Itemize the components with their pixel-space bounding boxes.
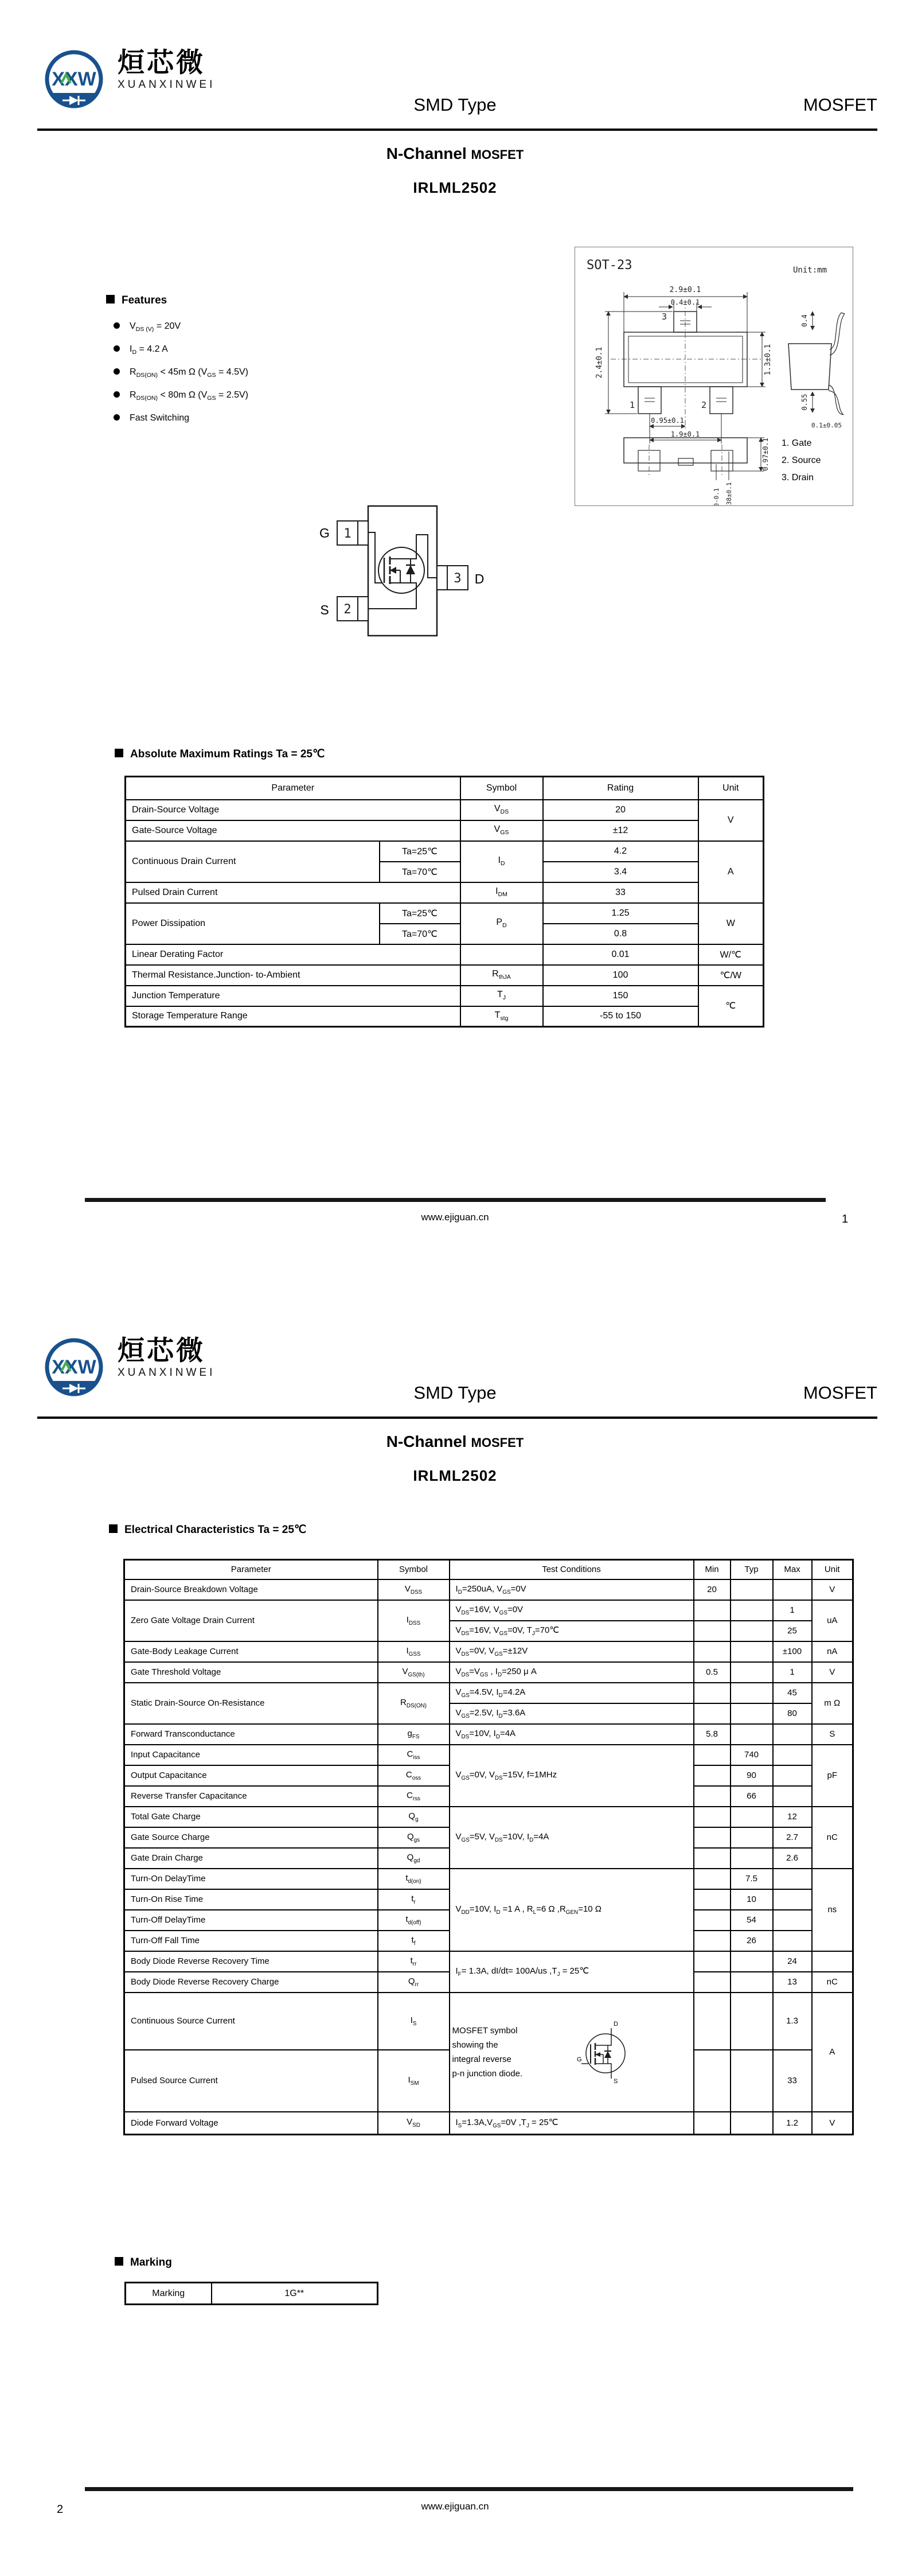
max-cell: 1.3 <box>773 1993 812 2050</box>
unit-cell: S <box>812 1724 853 1745</box>
header-rule <box>37 129 877 131</box>
marking-label-cell: Marking <box>126 2283 212 2305</box>
min-cell <box>694 1889 731 1910</box>
bullet-icon <box>114 391 120 398</box>
param-cell: Turn-On Rise Time <box>124 1889 378 1910</box>
feature-item: $R_{DS(ON)} < 80m$ Ω $(V_{GS} = 2.5V)$ <box>114 390 248 403</box>
symbol-cell: $I_{GSS}$ <box>378 1641 450 1662</box>
unit-cell: V <box>698 800 764 841</box>
max-cell: 2.7 <box>773 1827 812 1848</box>
typ-cell: 26 <box>731 1931 773 1951</box>
param-cell: Body Diode Reverse Recovery Time <box>124 1951 378 1972</box>
symbol-cell: $t_{rr}$ <box>378 1951 450 1972</box>
symbol-cell: $Q_g$ <box>378 1807 450 1827</box>
condition-cell: Ta=70℃ <box>380 862 460 882</box>
typ-cell <box>731 1683 773 1703</box>
electrical-heading: Electrical Characteristics Ta = 25℃ <box>109 1523 306 1536</box>
rating-cell: 33 <box>543 882 698 903</box>
table-row <box>126 800 764 820</box>
max-cell <box>773 1910 812 1931</box>
pinout-label-gate: G <box>319 526 330 540</box>
rating-cell: 0.01 <box>543 944 698 965</box>
table-row <box>124 1951 853 1972</box>
dim-label-standoff: 0-0.1 <box>713 488 720 505</box>
unit-cell: W <box>698 903 764 944</box>
condition-cell: $V_{GS}=5V$, $V_{DS}=10V$, $I_D=4A$ <box>450 1807 694 1869</box>
max-cell <box>773 1869 812 1889</box>
typ-cell <box>731 1827 773 1848</box>
brand-text <box>118 1335 215 1379</box>
param-cell: Gate Drain Charge <box>124 1848 378 1869</box>
rating-cell: 20 <box>543 800 698 820</box>
rating-cell: 4.2 <box>543 841 698 862</box>
dim-label-lead-thickness: 0.1±0.05 <box>811 422 842 429</box>
param-cell: Pulsed Drain Current <box>126 882 460 903</box>
table-row <box>126 944 764 965</box>
symbol-cell: $t_f$ <box>378 1931 450 1951</box>
param-cell: Gate-Source Voltage <box>126 820 460 841</box>
dim-label-body-width: 2.9±0.1 <box>669 286 701 294</box>
pin3-number: 3 <box>661 312 667 322</box>
min-cell <box>694 1765 731 1786</box>
typ-cell: 90 <box>731 1765 773 1786</box>
rating-cell: 1.25 <box>543 903 698 924</box>
min-cell <box>694 1745 731 1765</box>
typ-cell <box>731 1807 773 1827</box>
param-cell: Thermal Resistance.Junction- to-Ambient <box>126 965 460 986</box>
col-header: Unit <box>812 1560 853 1579</box>
pin1-number: 1 <box>629 400 635 410</box>
page-2 <box>0 1288 910 2576</box>
symbol-cell: $Q_{gs}$ <box>378 1827 450 1848</box>
min-cell <box>694 2112 731 2135</box>
max-cell: 13 <box>773 1972 812 1993</box>
table-row <box>124 1683 853 1703</box>
table-row <box>124 1869 853 1889</box>
col-header: Unit <box>698 777 764 800</box>
table-row <box>126 903 764 924</box>
max-cell <box>773 1579 812 1600</box>
bullet-icon <box>114 322 120 329</box>
unit-cell: A <box>698 841 764 903</box>
symbol-cell: $Q_{rr}$ <box>378 1972 450 1993</box>
section-marker-icon <box>115 749 123 757</box>
condition-cell: $I_D=250uA$, $V_{GS}=0V$ <box>450 1579 694 1600</box>
symbol-cell <box>460 944 543 965</box>
table-row <box>126 882 764 903</box>
doc-title-suffix: MOSFET <box>471 147 524 162</box>
condition-cell: $I_S=1.3A,V_{GS}=0V$ $,T_J$ = 25℃ <box>450 2112 694 2135</box>
table-row <box>124 1579 853 1600</box>
max-cell: 1 <box>773 1600 812 1621</box>
param-cell: Continuous Drain Current <box>126 841 380 882</box>
max-cell <box>773 1745 812 1765</box>
part-number: IRLML2502 <box>413 1467 497 1484</box>
max-cell <box>773 1889 812 1910</box>
package-name-label: SOT-23 <box>587 258 632 273</box>
symbol-cell: $t_{d(off)}$ <box>378 1910 450 1931</box>
rating-cell: 150 <box>543 986 698 1006</box>
condition-cell: $V_{DD}=10V$, $I_D =1$ A , $R_L=6$ Ω $,R_{GEN}=10$ Ω <box>450 1869 694 1951</box>
electrical-characteristics-table <box>123 1559 854 2135</box>
col-header: Rating <box>543 777 698 800</box>
table-header-row <box>126 777 764 800</box>
footer-website: www.ejiguan.cn <box>421 1212 489 1223</box>
typ-cell <box>731 1993 773 2050</box>
table-row <box>126 1006 764 1027</box>
param-cell: Total Gate Charge <box>124 1807 378 1827</box>
sot23-outline-drawing <box>575 247 853 505</box>
pin-legend-gate: 1. Gate <box>782 438 812 448</box>
feature-item: $I_D = 4.2$ A <box>114 344 248 357</box>
rating-cell: 3.4 <box>543 862 698 882</box>
symbol-cell: $I_{DSS}$ <box>378 1600 450 1641</box>
header-rule <box>37 1417 877 1419</box>
col-header: Test Conditions <box>450 1560 694 1579</box>
table-row <box>124 2112 853 2135</box>
param-cell: Continuous Source Current <box>124 1993 378 2050</box>
max-cell: 2.6 <box>773 1848 812 1869</box>
symbol-cell: $g_{FS}$ <box>378 1724 450 1745</box>
unit-cell: A <box>812 1993 853 2112</box>
param-cell: Static Drain-Source On-Resistance <box>124 1683 378 1724</box>
section-marker-icon <box>106 295 115 303</box>
typ-cell: 10 <box>731 1889 773 1910</box>
symbol-cell: $T_{stg}$ <box>460 1006 543 1027</box>
table-row <box>126 2283 378 2305</box>
typ-cell <box>731 2050 773 2112</box>
symbol-cell: $V_{SD}$ <box>378 2112 450 2135</box>
symbol-cell: $V_{GS(th)}$ <box>378 1662 450 1683</box>
rating-cell: -55 to 150 <box>543 1006 698 1027</box>
rating-cell: 100 <box>543 965 698 986</box>
header-category-label: MOSFET <box>803 1383 877 1403</box>
condition-cell: $V_{DS}=16V$, $V_{GS}=0V$, $T_J=70℃$ <box>450 1621 694 1641</box>
condition-cell: $V_{DS}=16V$, $V_{GS}=0V$ <box>450 1600 694 1621</box>
min-cell <box>694 1600 731 1621</box>
dim-label-lead-bottom: 0.55 <box>800 394 809 411</box>
table-row <box>124 1745 853 1765</box>
min-cell <box>694 1786 731 1807</box>
marking-value-cell: 1G** <box>212 2283 378 2305</box>
max-cell <box>773 1724 812 1745</box>
table-row <box>124 1724 853 1745</box>
param-cell: Drain-Source Voltage <box>126 800 460 820</box>
unit-cell: m Ω <box>812 1683 853 1724</box>
brand-name-en: XUANXINWEI <box>118 1367 216 1379</box>
symbol-cell: $V_{GS}$ <box>460 820 543 841</box>
max-cell: 80 <box>773 1703 812 1724</box>
condition-cell: $V_{GS}=4.5V$, $I_D=4.2A$ <box>450 1683 694 1703</box>
min-cell <box>694 1683 731 1703</box>
unit-cell: nC <box>812 1807 853 1869</box>
header-type-label: SMD Type <box>413 1383 497 1403</box>
table-row <box>124 1600 853 1621</box>
mini-gate-label: G <box>576 2056 582 2063</box>
symbol-cell: $C_{oss}$ <box>378 1765 450 1786</box>
logo-monogram: XXW <box>52 68 96 90</box>
table-row <box>126 820 764 841</box>
col-header: Min <box>694 1560 731 1579</box>
table-row <box>124 1641 853 1662</box>
dim-label-body-height: 1.3±0.1 <box>764 344 772 376</box>
condition-cell: Ta=70℃ <box>380 924 460 944</box>
unit-label: Unit:mm <box>793 266 827 275</box>
min-cell <box>694 1910 731 1931</box>
typ-cell <box>731 1579 773 1600</box>
typ-cell <box>731 1951 773 1972</box>
max-cell: 45 <box>773 1683 812 1703</box>
table-row <box>124 1993 853 2050</box>
symbol-cell: $I_{DM}$ <box>460 882 543 903</box>
min-cell <box>694 1807 731 1827</box>
min-cell <box>694 1848 731 1869</box>
mosfet-note-text: MOSFET symbol showing the integral reverse p-n junction diode. <box>452 2025 523 2079</box>
min-cell: 5.8 <box>694 1724 731 1745</box>
max-cell: 33 <box>773 2050 812 2112</box>
table-row <box>124 1662 853 1683</box>
bullet-icon <box>114 368 120 375</box>
doc-title <box>0 145 910 163</box>
symbol-cell: $V_{DSS}$ <box>378 1579 450 1600</box>
min-cell: 0.5 <box>694 1662 731 1683</box>
symbol-cell: $C_{iss}$ <box>378 1745 450 1765</box>
param-cell: Turn-Off Fall Time <box>124 1931 378 1951</box>
col-header: Parameter <box>124 1560 378 1579</box>
param-cell: Reverse Transfer Capacitance <box>124 1786 378 1807</box>
bullet-icon <box>114 345 120 352</box>
symbol-cell: $R_{thJA}$ <box>460 965 543 986</box>
param-cell: Gate-Body Leakage Current <box>124 1641 378 1662</box>
abs-max-heading: Absolute Maximum Ratings Ta = 25℃ <box>115 748 325 761</box>
part-number: IRLML2502 <box>413 179 497 196</box>
unit-cell: uA <box>812 1600 853 1641</box>
max-cell: 12 <box>773 1807 812 1827</box>
max-cell: ±100 <box>773 1641 812 1662</box>
brand-name-en: XUANXINWEI <box>118 79 216 91</box>
condition-cell: $V_{GS}=0V$, $V_{DS}=15V$, f=1MHz <box>450 1745 694 1807</box>
condition-cell: $I_F= 1.3A$, dI/dt= 100A/us $,T_J$ = 25℃ <box>450 1951 694 1993</box>
param-cell: Junction Temperature <box>126 986 460 1006</box>
table-row <box>126 965 764 986</box>
package-drawing-panel <box>575 247 853 506</box>
header-type-label: SMD Type <box>413 95 497 115</box>
doc-title-suffix: MOSFET <box>471 1435 524 1450</box>
param-cell: Pulsed Source Current <box>124 2050 378 2112</box>
condition-cell <box>450 1993 694 2112</box>
doc-title <box>0 1433 910 1451</box>
brand-name-cn: 烜芯微 <box>118 47 205 77</box>
brand-name-cn: 烜芯微 <box>118 1335 205 1365</box>
symbol-cell: $t_{d(on)}$ <box>378 1869 450 1889</box>
param-cell: Drain-Source Breakdown Voltage <box>124 1579 378 1600</box>
min-cell <box>694 1869 731 1889</box>
min-cell <box>694 1972 731 1993</box>
feature-item: $V_{DS (V)} = 20V$ <box>114 321 248 334</box>
pin2-number: 2 <box>701 400 706 410</box>
param-cell: Power Dissipation <box>126 903 380 944</box>
min-cell <box>694 2050 731 2112</box>
symbol-cell: $I_{SM}$ <box>378 2050 450 2112</box>
param-cell: Linear Derating Factor <box>126 944 460 965</box>
min-cell <box>694 1641 731 1662</box>
dim-label-pitch: 1.9±0.1 <box>670 430 700 438</box>
marking-heading: Marking <box>115 2256 172 2269</box>
dim-label-pitch-half: 0.95±0.1 <box>651 417 684 425</box>
symbol-cell: $R_{DS(ON)}$ <box>378 1683 450 1724</box>
pinout-number-2: 2 <box>343 602 351 617</box>
param-cell: Storage Temperature Range <box>126 1006 460 1027</box>
section-marker-icon <box>109 1524 118 1533</box>
col-header: Symbol <box>460 777 543 800</box>
typ-cell <box>731 1703 773 1724</box>
condition-cell: Ta=25℃ <box>380 841 460 862</box>
logo-monogram: XXW <box>52 1356 96 1378</box>
feature-item: $R_{DS(ON)} < 45m$ Ω $(V_{GS} = 4.5V)$ <box>114 367 248 380</box>
symbol-cell: $P_D$ <box>460 903 543 944</box>
symbol-cell: $t_r$ <box>378 1889 450 1910</box>
doc-title-main: N-Channel <box>386 145 467 162</box>
unit-cell: V <box>812 1579 853 1600</box>
col-header: Typ <box>731 1560 773 1579</box>
unit-cell: ℃ <box>698 986 764 1027</box>
footer-rule <box>85 2487 853 2491</box>
typ-cell: 54 <box>731 1910 773 1931</box>
pinout-number-3: 3 <box>454 571 462 586</box>
symbol-cell: $I_S$ <box>378 1993 450 2050</box>
dim-label-lead-width: 0.4±0.1 <box>670 298 700 306</box>
typ-cell: 740 <box>731 1745 773 1765</box>
section-marker-icon <box>115 2257 123 2266</box>
unit-cell: W/℃ <box>698 944 764 965</box>
param-cell: Input Capacitance <box>124 1745 378 1765</box>
pinout-number-1: 1 <box>343 527 351 541</box>
param-cell: Zero Gate Voltage Drain Current <box>124 1600 378 1641</box>
typ-cell <box>731 1600 773 1621</box>
dim-label-height: 2.4±0.1 <box>595 347 604 379</box>
pin-legend-source: 2. Source <box>782 456 821 465</box>
brand-text <box>118 47 215 91</box>
unit-cell: nC <box>812 1972 853 1993</box>
mini-source-label: S <box>613 2077 618 2085</box>
col-header: Parameter <box>126 777 460 800</box>
col-header: Symbol <box>378 1560 450 1579</box>
dim-label-foot-height: 0.38±0.1 <box>725 482 733 505</box>
feature-item: Fast Switching <box>114 413 248 426</box>
max-cell <box>773 1931 812 1951</box>
param-cell: Output Capacitance <box>124 1765 378 1786</box>
table-row <box>126 841 764 862</box>
condition-cell: $V_{DS}=V_{GS}$ , $I_D=250$ μ A <box>450 1662 694 1683</box>
col-header: Max <box>773 1560 812 1579</box>
pinout-diagram <box>315 497 487 652</box>
param-cell: Gate Threshold Voltage <box>124 1662 378 1683</box>
min-cell <box>694 1827 731 1848</box>
min-cell <box>694 1951 731 1972</box>
typ-cell <box>731 1621 773 1641</box>
pinout-label-drain: D <box>474 571 485 586</box>
condition-cell: $V_{GS}=2.5V$, $I_D=3.6A$ <box>450 1703 694 1724</box>
dim-label-front-height: 0.97±0.1 <box>761 438 770 471</box>
rating-cell: ±12 <box>543 820 698 841</box>
unit-cell: ns <box>812 1869 853 1951</box>
typ-cell: 66 <box>731 1786 773 1807</box>
typ-cell <box>731 1848 773 1869</box>
param-cell: Gate Source Charge <box>124 1827 378 1848</box>
page-number: 1 <box>842 1213 849 1225</box>
unit-cell <box>812 1951 853 1972</box>
pin-legend-drain: 3. Drain <box>782 473 814 482</box>
condition-cell: $V_{DS}=0V$, $V_{GS}=\pm 12V$ <box>450 1641 694 1662</box>
table-header-row <box>124 1560 853 1579</box>
min-cell <box>694 1931 731 1951</box>
footer-rule <box>85 1198 826 1202</box>
param-cell: Forward Transconductance <box>124 1724 378 1745</box>
features-list <box>114 321 248 436</box>
mini-drain-label: D <box>613 2020 618 2028</box>
page-number: 2 <box>57 2503 64 2516</box>
max-cell: 25 <box>773 1621 812 1641</box>
unit-cell: ℃/W <box>698 965 764 986</box>
max-cell: 1.2 <box>773 2112 812 2135</box>
min-cell <box>694 1703 731 1724</box>
symbol-cell: $Q_{gd}$ <box>378 1848 450 1869</box>
param-cell: Turn-Off DelayTime <box>124 1910 378 1931</box>
condition-cell: $V_{DS}=10V$, $I_D=4A$ <box>450 1724 694 1745</box>
param-cell: Diode Forward Voltage <box>124 2112 378 2135</box>
mosfet-symbol-small <box>576 2018 636 2087</box>
param-cell: Turn-On DelayTime <box>124 1869 378 1889</box>
header-category-label: MOSFET <box>803 95 877 115</box>
condition-cell: Ta=25℃ <box>380 903 460 924</box>
symbol-cell: $V_{DS}$ <box>460 800 543 820</box>
param-cell: Body Diode Reverse Recovery Charge <box>124 1972 378 1993</box>
dim-label-lead-top: 0.4 <box>800 314 809 327</box>
symbol-cell: $T_J$ <box>460 986 543 1006</box>
features-heading: Features <box>106 294 167 307</box>
min-cell <box>694 1993 731 2050</box>
absolute-maximum-ratings-table <box>124 776 764 1028</box>
table-row <box>126 986 764 1006</box>
doc-title-main: N-Channel <box>386 1433 467 1450</box>
symbol-cell: $C_{rss}$ <box>378 1786 450 1807</box>
typ-cell <box>731 1662 773 1683</box>
typ-cell: 7.5 <box>731 1869 773 1889</box>
max-cell: 1 <box>773 1662 812 1683</box>
max-cell: 24 <box>773 1951 812 1972</box>
unit-cell: nA <box>812 1641 853 1662</box>
typ-cell <box>731 1724 773 1745</box>
unit-cell: V <box>812 2112 853 2135</box>
max-cell <box>773 1786 812 1807</box>
rating-cell: 0.8 <box>543 924 698 944</box>
unit-cell: V <box>812 1662 853 1683</box>
typ-cell <box>731 1972 773 1993</box>
min-cell: 20 <box>694 1579 731 1600</box>
marking-table <box>124 2282 378 2305</box>
unit-cell: pF <box>812 1745 853 1807</box>
table-row <box>124 1807 853 1827</box>
min-cell <box>694 1621 731 1641</box>
max-cell <box>773 1765 812 1786</box>
footer-website: www.ejiguan.cn <box>421 2501 489 2512</box>
bullet-icon <box>114 414 120 421</box>
symbol-cell: $I_D$ <box>460 841 543 882</box>
pinout-label-source: S <box>320 602 329 617</box>
typ-cell <box>731 1641 773 1662</box>
typ-cell <box>731 2112 773 2135</box>
